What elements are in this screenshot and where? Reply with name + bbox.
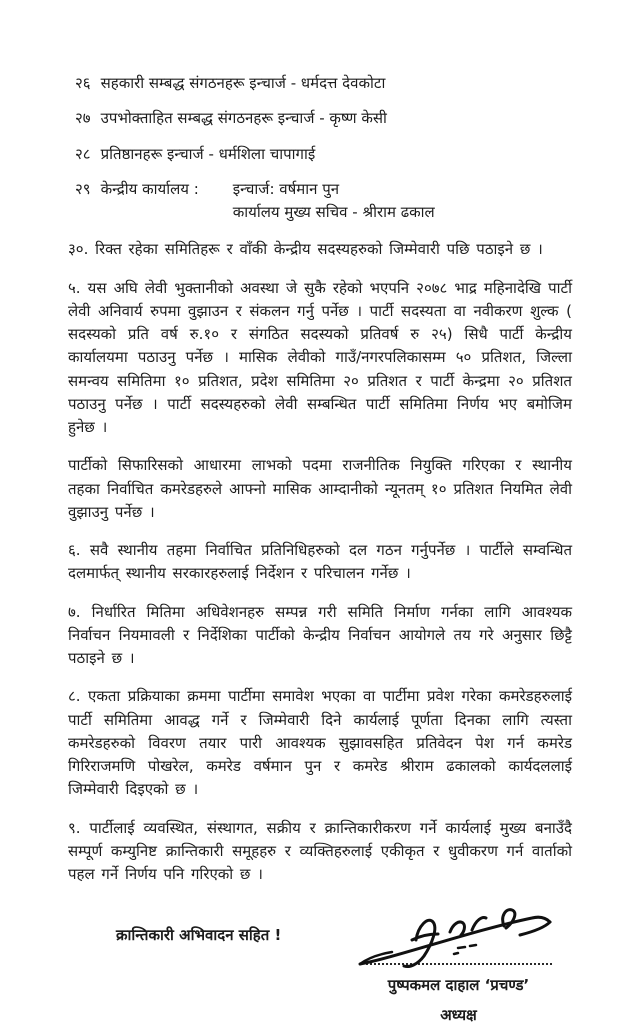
item-text: प्रतिष्ठानहरू इन्चार्ज - धर्मशिला चापागाई xyxy=(100,144,316,163)
item-number: २९ xyxy=(75,179,91,198)
paragraph-5: ५. यस अघि लेवी भुक्तानीको अवस्था जे सुकै रहेको भएपनि २०७८ भाद्र महिनादेखि पार्टी लेवी अनिवार्य रुपमा वुझाउन र संकलन गर्नु पर्नेछ । पार्टी सदस्यता वा नवीकरण शुल्क ( सदस्यको प्रति वर्ष रु.१० र संगठित सदस्यको प्रतिवर्ष रु २५) सिधै पार्टी केन्द्रीय कार्यालयमा पठाउनु पर्नेछ । मासिक लेवीको गाउँ/नगरपलिकासम्म ५० प्रतिशत, जिल्ला समन्वय समितिमा १० प्रतिशत, प्रदेश समितिमा २० प्रतिशत र पार्टी केन्द्रमा २० प्रतिशत पठाउनु पर्नेछ । पार्टी सदस्यहरुको लेवी सम्बन्धित पार्टी समितिमा निर्णय भए बमोजिम हुनेछ । xyxy=(68,278,572,436)
item-number: २६ xyxy=(75,74,91,92)
paragraph-9: ९. पार्टीलाई व्यवस्थित, संस्थागत, सक्रीय र क्रान्तिकारीकरण गर्ने कार्यलाई मुख्य बनाउँदै सम्पूर्ण कम्युनिष्ट क्रान्तिकारी समूहहरु र व्यक्तिहरुलाई एकीकृत र धुवीकरण गर्न वार्ताको पहल गर्ने निर्णय पनि गरिएको छ । xyxy=(68,818,572,883)
signature-image xyxy=(354,906,564,970)
item-number: २७ xyxy=(75,109,91,128)
office-incharge-line: इन्चार्ज: वर्षमान पुन xyxy=(232,179,340,198)
signature-block xyxy=(351,906,566,1027)
central-office-lines xyxy=(233,178,435,225)
central-office-item xyxy=(68,178,572,225)
paragraph-8: ८. एकता प्रक्रियाका क्रममा पार्टीमा समावेश भएका वा पार्टीमा प्रवेश गरेका कमरेडहरुलाई पार्टी समितिमा आवद्ध गर्ने र जिम्मेवारी दिने कार्यलाई पूर्णता दिनका लागि त्यस्ता कमरेडहरुको विवरण तयार पारी आवश्यक सुझावसहित प्रतिवेदन पेश गर्न कमरेड गिरिराजमणि पोखरेल, कमरेड वर्षमान पुन र कमरेड श्रीराम ढकालको कार्यदललाई जिम्मेवारी दिइएको छ । xyxy=(68,687,572,799)
salutation: क्रान्तिकारी अभिवादन सहित ! xyxy=(116,926,282,945)
list-item xyxy=(68,143,572,166)
item-text: सहकारी सम्बद्ध संगठनहरू इन्चार्ज - धर्मदत्त देवकोटा xyxy=(100,74,386,92)
item-number: २८ xyxy=(75,144,91,163)
paragraph-7: ७. निर्धारित मितिमा अधिवेशनहरु सम्पन्न गरी समिति निर्माण गर्नका लागि आवश्यक निर्वाचन नियमावली र निर्देशिका पार्टीको केन्द्रीय निर्वाचन आयोगले तय गरे अनुसार छिट्टै पठाइने छ । xyxy=(68,602,572,667)
item-text: उपभोक्ताहित सम्बद्ध संगठनहरू इन्चार्ज - कृष्ण केसी xyxy=(100,109,387,128)
list-item xyxy=(68,72,572,95)
paragraph-30: ३०. रिक्त रहेका समितिहरू र वाँकी केन्द्रीय सदस्यहरुको जिम्मेवारी पछि पठाइने छ । xyxy=(68,240,543,259)
paragraph-6: ६. सवै स्थानीय तहमा निर्वाचित प्रतिनिधिहरुको दल गठन गर्नुपर्नेछ । पार्टीले सम्वन्धित दलमार्फत् स्थानीय सरकारहरुलाई निर्देशन र परिचालन गर्नेछ । xyxy=(68,541,572,583)
closing-row xyxy=(68,906,572,1027)
list-item xyxy=(68,107,572,130)
signatory-name: पुष्पकमल दाहाल ‘प्रचण्ड’ xyxy=(387,976,530,995)
paragraph-5b: पार्टीको सिफारिसको आधारमा लाभको पदमा राजनीतिक नियुक्ति गरिएका र स्थानीय तहका निर्वाचित कमरेडहरुले आफ्नो मासिक आम्दानीको न्यूनतम् १० प्रतिशत नियमित लेवी वुझाउनु पर्नेछ । xyxy=(68,456,572,521)
incharge-list xyxy=(68,72,572,166)
signatory-title: अध्यक्ष xyxy=(440,1005,477,1024)
central-office-label: केन्द्रीय कार्यालय : xyxy=(100,179,199,198)
office-secretary-line: कार्यालय मुख्य सचिव - श्रीराम ढकाल xyxy=(232,203,435,221)
